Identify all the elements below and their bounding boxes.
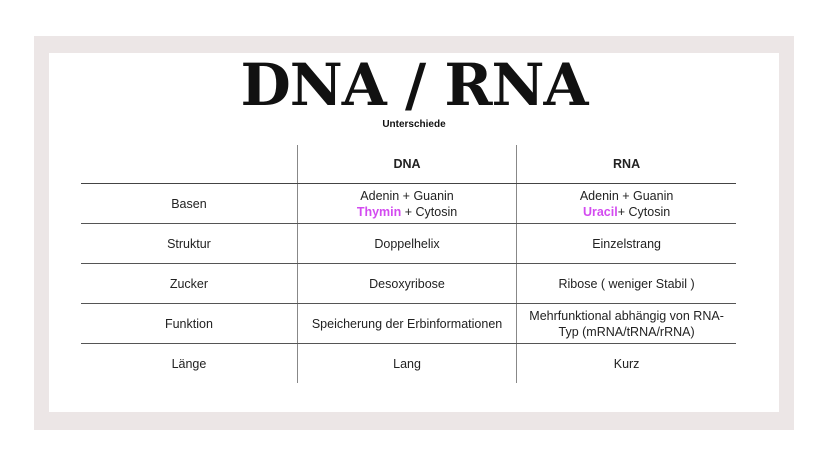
header-empty bbox=[81, 145, 297, 184]
cell-rna-funktion bbox=[517, 304, 736, 344]
cell-dna-basen bbox=[297, 184, 516, 224]
table-row bbox=[81, 184, 736, 224]
cell-dna-struktur: Doppelhelix bbox=[297, 224, 516, 264]
table-header-row bbox=[81, 145, 736, 184]
cell-line: Adenin + Guanin bbox=[360, 188, 454, 203]
cell-rna-struktur: Einzelstrang bbox=[517, 224, 736, 264]
cell-dna-zucker: Desoxyribose bbox=[297, 264, 516, 304]
cell-line-rest: + Cytosin bbox=[617, 204, 671, 219]
cell-rna-zucker: Ribose ( weniger Stabil ) bbox=[517, 264, 736, 304]
cell-rna-basen bbox=[517, 184, 736, 224]
highlight-thymin: Thymin bbox=[356, 204, 402, 219]
row-label-struktur: Struktur bbox=[81, 224, 297, 264]
row-label-laenge: Länge bbox=[171, 356, 207, 371]
cell-dna-laenge: Lang bbox=[297, 344, 516, 384]
cell-rna-laenge: Kurz bbox=[517, 344, 736, 384]
cell-dna-funktion: Speicherung der Erbinformationen bbox=[297, 304, 516, 344]
cell-line: Mehrfunktional abhängig von RNA- bbox=[529, 308, 724, 323]
table-row bbox=[81, 264, 736, 304]
comparison-table bbox=[81, 145, 736, 383]
table-row bbox=[81, 344, 736, 384]
row-label-basen: Basen bbox=[81, 184, 297, 224]
cell-line: Adenin + Guanin bbox=[579, 188, 674, 203]
page-title: DNA / RNA bbox=[240, 51, 588, 119]
page-subtitle: Unterschiede bbox=[382, 119, 446, 130]
highlight-uracil: Uracil bbox=[582, 204, 618, 219]
slide bbox=[49, 53, 779, 412]
row-label-zucker: Zucker bbox=[81, 264, 297, 304]
table-row bbox=[81, 224, 736, 264]
cell-line-rest: + Cytosin bbox=[401, 204, 458, 219]
cell-line: Typ (mRNA/tRNA/rRNA) bbox=[558, 324, 695, 339]
header-dna: DNA bbox=[297, 145, 516, 184]
row-label-funktion: Funktion bbox=[81, 304, 297, 344]
table-row bbox=[81, 304, 736, 344]
header-rna: RNA bbox=[517, 145, 736, 184]
